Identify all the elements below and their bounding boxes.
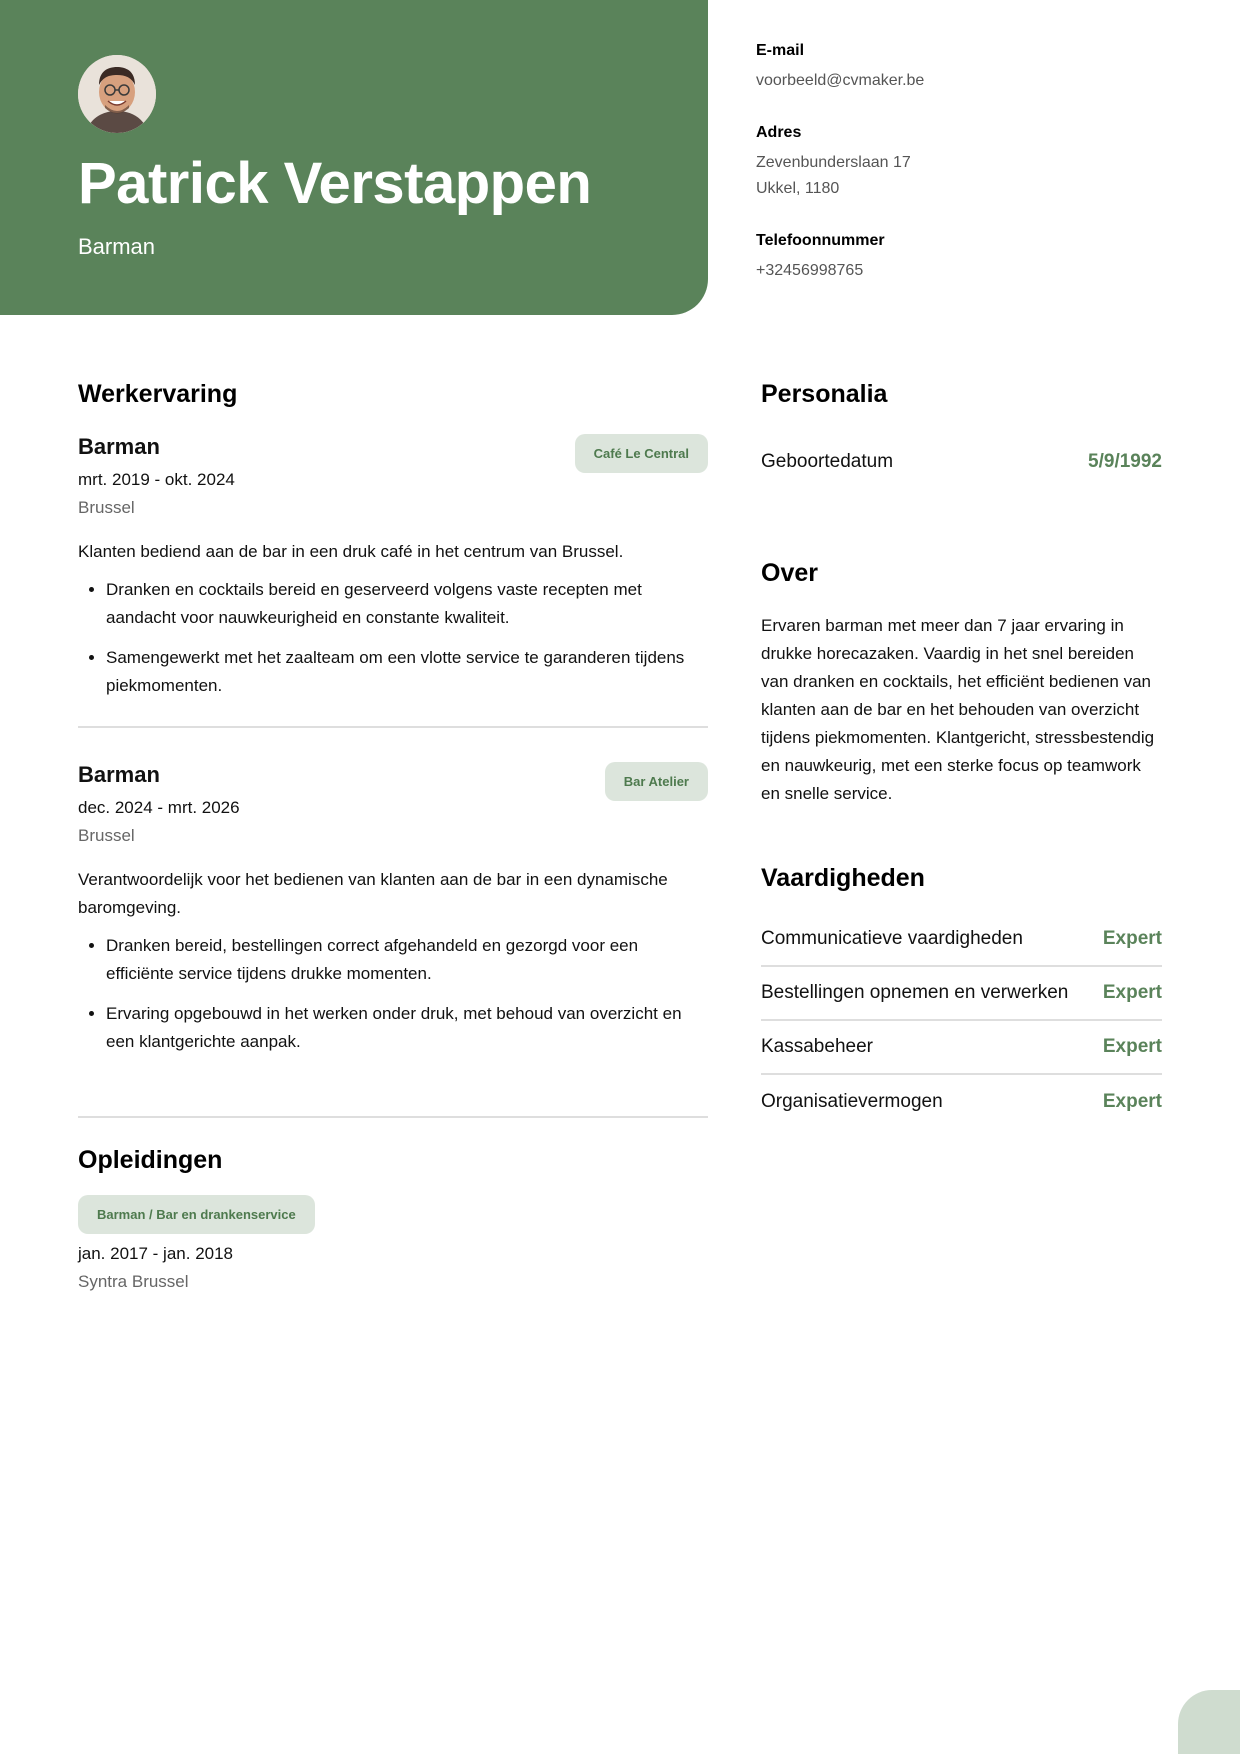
divider — [78, 1116, 708, 1118]
job-bullets — [78, 932, 708, 1056]
birthdate-label: Geboortedatum — [761, 451, 894, 472]
contact-phone — [756, 232, 1176, 284]
education-entry — [78, 1195, 708, 1292]
job-location: Brussel — [78, 826, 135, 845]
candidate-job-title: Barman — [78, 234, 156, 259]
job-bullet: • Dranken en cocktails bereid en geserveerd volgens vaste recepten met aandacht voor nauwkeurigheid en constante kwaliteit. — [106, 576, 708, 632]
left-column — [78, 380, 708, 1292]
job-date: mrt. 2019 - okt. 2024 — [78, 470, 235, 489]
address-line2: Ukkel, 1180 — [756, 180, 840, 197]
job-bullet: • Samengewerkt met het zaalteam om een vlotte service te garanderen tijdens piekmomenten. — [106, 644, 708, 700]
job-title: Barman — [78, 762, 160, 787]
skill-name: Bestellingen opnemen en verwerken — [761, 982, 1069, 1003]
experience-heading: Werkervaring — [78, 380, 238, 408]
candidate-name: Patrick Verstappen — [78, 151, 592, 216]
about-text: Ervaren barman met meer dan 7 jaar ervaring in drukke horecazaken. Vaardig in het snel bereiden van dranken en cocktails, het efficiënt bedienen van klanten aan de bar en het behouden van overzicht tijdens piekmomenten. Klantgericht, stressbestendig en nauwkeurig, met een sterke focus op teamwork en snelle service. — [761, 616, 1155, 803]
profile-photo — [78, 55, 156, 133]
divider — [78, 726, 708, 728]
job-title: Barman — [78, 434, 160, 459]
address-line1: Zevenbunderslaan 17 — [756, 154, 911, 171]
education-date: jan. 2017 - jan. 2018 — [78, 1244, 234, 1263]
contact-email — [756, 42, 1176, 94]
job-date: dec. 2024 - mrt. 2026 — [78, 798, 240, 817]
birthdate-value: 5/9/1992 — [1088, 451, 1162, 472]
phone-label: Telefoonnummer — [756, 232, 885, 249]
job-entry — [78, 434, 708, 700]
contact-info — [756, 42, 1176, 314]
skill-row — [761, 967, 1162, 1021]
email-value: voorbeeld@cvmaker.be — [756, 72, 925, 89]
education-badge: Barman / Bar en drankenservice — [78, 1195, 315, 1234]
skill-name: Communicatieve vaardigheden — [761, 928, 1023, 949]
company-badge: Bar Atelier — [605, 762, 708, 801]
skill-row — [761, 1075, 1162, 1129]
skill-row — [761, 1021, 1162, 1075]
decorative-corner — [1178, 1690, 1240, 1754]
education-heading: Opleidingen — [78, 1146, 223, 1174]
skills-heading: Vaardigheden — [761, 864, 925, 892]
skill-level: Expert — [1102, 928, 1162, 949]
education-school: Syntra Brussel — [78, 1272, 189, 1291]
company-badge: Café Le Central — [575, 434, 708, 473]
job-description: Verantwoordelijk voor het bedienen van klanten aan de bar in een dynamische baromgeving. — [78, 870, 668, 917]
job-location: Brussel — [78, 498, 135, 517]
job-entry — [78, 762, 708, 1056]
phone-value: +32456998765 — [756, 262, 864, 279]
email-label: E-mail — [756, 42, 805, 59]
header-banner — [0, 0, 708, 315]
skill-name: Kassabeheer — [761, 1036, 873, 1057]
skill-level: Expert — [1102, 1036, 1162, 1057]
personal-heading: Personalia — [761, 380, 888, 408]
skill-level: Expert — [1102, 982, 1162, 1003]
skill-row — [761, 913, 1162, 967]
job-bullets — [78, 576, 708, 700]
address-label: Adres — [756, 124, 802, 141]
right-column — [761, 380, 1162, 1129]
skills-list — [761, 913, 1162, 1129]
job-bullet: • Dranken bereid, bestellingen correct afgehandeld en gezorgd voor een efficiënte service tijdens drukke momenten. — [106, 932, 708, 988]
skill-level: Expert — [1102, 1091, 1162, 1112]
skill-name: Organisatievermogen — [761, 1091, 943, 1112]
birthdate-row — [761, 451, 1162, 473]
about-heading: Over — [761, 559, 818, 587]
job-bullet: • Ervaring opgebouwd in het werken onder druk, met behoud van overzicht en een klantgerichte aanpak. — [106, 1000, 708, 1056]
job-description: Klanten bediend aan de bar in een druk café in het centrum van Brussel. — [78, 542, 624, 561]
contact-address — [756, 124, 1176, 202]
